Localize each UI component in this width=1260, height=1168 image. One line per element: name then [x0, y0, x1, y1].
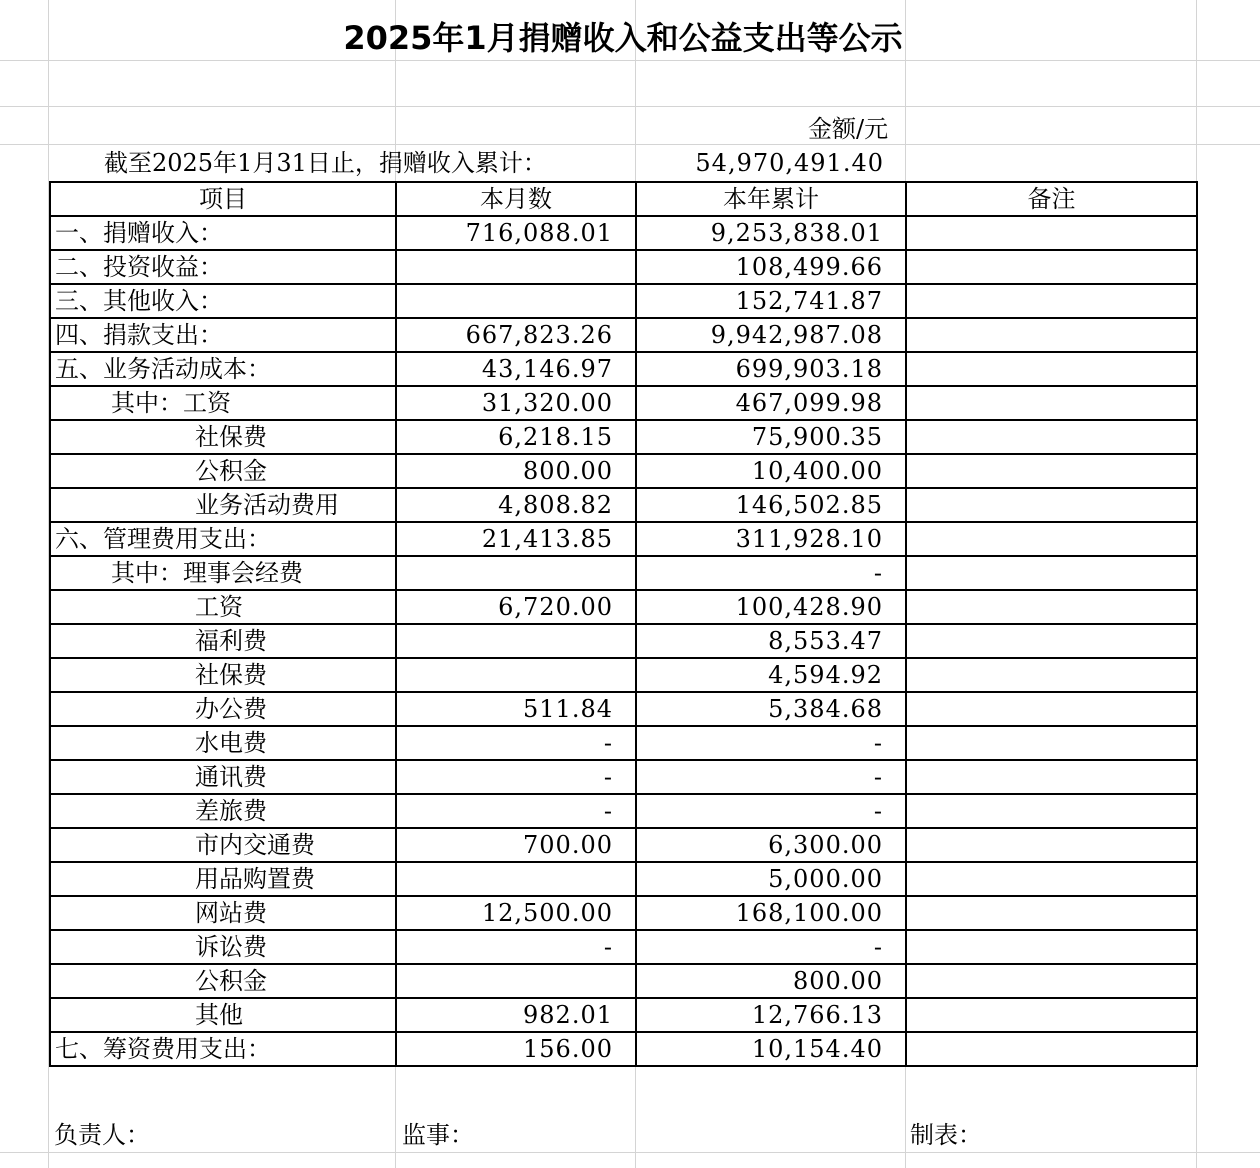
row-note: [906, 828, 1197, 862]
table-row: [50, 454, 1197, 488]
table-row: [50, 1032, 1197, 1066]
row-item: 网站费: [50, 896, 396, 930]
row-month-value: -: [396, 726, 636, 760]
row-month-value: 12,500.00: [396, 896, 636, 930]
row-item: 社保费: [50, 658, 396, 692]
row-month-value: 43,146.97: [396, 352, 636, 386]
header-month: 本月数: [396, 182, 636, 216]
row-ytd-value: 100,428.90: [636, 590, 906, 624]
row-item: 公积金: [50, 964, 396, 998]
table-row: [50, 896, 1197, 930]
row-month-value: 716,088.01: [396, 216, 636, 250]
table-row: [50, 488, 1197, 522]
row-note: [906, 250, 1197, 284]
row-item: 六、管理费用支出：: [50, 522, 396, 556]
row-ytd-value: 5,384.68: [636, 692, 906, 726]
row-note: [906, 522, 1197, 556]
row-ytd-value: 8,553.47: [636, 624, 906, 658]
row-note: [906, 998, 1197, 1032]
table-header-row: [50, 182, 1197, 216]
cumulative-label: 截至2025年1月31日止，捐赠收入累计：: [104, 149, 547, 177]
row-note: [906, 760, 1197, 794]
row-note: [906, 318, 1197, 352]
row-ytd-value: 9,253,838.01: [636, 216, 906, 250]
row-note: [906, 624, 1197, 658]
header-ytd: 本年累计: [636, 182, 906, 216]
row-item: 诉讼费: [50, 930, 396, 964]
row-month-value: [396, 624, 636, 658]
row-note: [906, 488, 1197, 522]
row-month-value: 4,808.82: [396, 488, 636, 522]
row-item: 差旅费: [50, 794, 396, 828]
unit-label: 金额/元: [808, 115, 889, 143]
row-month-value: [396, 658, 636, 692]
row-month-value: 21,413.85: [396, 522, 636, 556]
row-note: [906, 1032, 1197, 1066]
row-item: 其中：工资: [50, 386, 396, 420]
row-note: [906, 420, 1197, 454]
table-row: [50, 964, 1197, 998]
row-note: [906, 692, 1197, 726]
row-month-value: 667,823.26: [396, 318, 636, 352]
table-row: [50, 726, 1197, 760]
row-item: 其中：理事会经费: [50, 556, 396, 590]
row-ytd-value: 699,903.18: [636, 352, 906, 386]
row-note: [906, 964, 1197, 998]
row-ytd-value: 152,741.87: [636, 284, 906, 318]
row-month-value: 511.84: [396, 692, 636, 726]
row-month-value: [396, 862, 636, 896]
row-month-value: 31,320.00: [396, 386, 636, 420]
row-month-value: 6,720.00: [396, 590, 636, 624]
row-ytd-value: 4,594.92: [636, 658, 906, 692]
table-row: [50, 998, 1197, 1032]
table-row: [50, 522, 1197, 556]
table-row: [50, 862, 1197, 896]
row-ytd-value: 75,900.35: [636, 420, 906, 454]
table-row: [50, 386, 1197, 420]
row-item: 福利费: [50, 624, 396, 658]
row-ytd-value: 108,499.66: [636, 250, 906, 284]
header-item: 项目: [50, 182, 396, 216]
row-item: 通讯费: [50, 760, 396, 794]
row-note: [906, 284, 1197, 318]
row-ytd-value: 311,928.10: [636, 522, 906, 556]
row-item: 一、捐赠收入：: [50, 216, 396, 250]
table-row: [50, 216, 1197, 250]
row-ytd-value: 800.00: [636, 964, 906, 998]
row-note: [906, 930, 1197, 964]
row-month-value: [396, 284, 636, 318]
table-row: [50, 692, 1197, 726]
row-ytd-value: 9,942,987.08: [636, 318, 906, 352]
row-ytd-value: -: [636, 760, 906, 794]
row-item: 工资: [50, 590, 396, 624]
row-item: 办公费: [50, 692, 396, 726]
row-month-value: 700.00: [396, 828, 636, 862]
row-note: [906, 216, 1197, 250]
row-ytd-value: 146,502.85: [636, 488, 906, 522]
row-note: [906, 726, 1197, 760]
row-note: [906, 590, 1197, 624]
row-item: 其他: [50, 998, 396, 1032]
row-month-value: [396, 250, 636, 284]
row-note: [906, 658, 1197, 692]
row-ytd-value: -: [636, 794, 906, 828]
row-month-value: 982.01: [396, 998, 636, 1032]
table-row: [50, 930, 1197, 964]
row-month-value: -: [396, 760, 636, 794]
row-note: [906, 556, 1197, 590]
row-ytd-value: -: [636, 726, 906, 760]
page-title: 2025年1月捐赠收入和公益支出等公示: [343, 19, 903, 57]
row-ytd-value: -: [636, 930, 906, 964]
cumulative-value: 54,970,491.40: [695, 149, 884, 177]
table-row: [50, 250, 1197, 284]
row-ytd-value: 6,300.00: [636, 828, 906, 862]
row-month-value: 6,218.15: [396, 420, 636, 454]
table-row: [50, 794, 1197, 828]
disclosure-table: [49, 181, 1198, 1067]
row-ytd-value: 467,099.98: [636, 386, 906, 420]
row-item: 社保费: [50, 420, 396, 454]
header-note: 备注: [906, 182, 1197, 216]
row-item: 四、捐款支出：: [50, 318, 396, 352]
row-item: 业务活动费用: [50, 488, 396, 522]
row-ytd-value: 12,766.13: [636, 998, 906, 1032]
row-ytd-value: -: [636, 556, 906, 590]
table-row: [50, 658, 1197, 692]
row-note: [906, 862, 1197, 896]
row-ytd-value: 10,154.40: [636, 1032, 906, 1066]
row-note: [906, 896, 1197, 930]
row-month-value: 800.00: [396, 454, 636, 488]
row-item: 水电费: [50, 726, 396, 760]
row-note: [906, 794, 1197, 828]
row-note: [906, 454, 1197, 488]
table-row: [50, 590, 1197, 624]
row-month-value: -: [396, 930, 636, 964]
footer-supervisor: 监事：: [402, 1121, 474, 1149]
table-row: [50, 760, 1197, 794]
row-ytd-value: 5,000.00: [636, 862, 906, 896]
row-item: 公积金: [50, 454, 396, 488]
footer-responsible: 负责人：: [54, 1121, 150, 1149]
row-ytd-value: 168,100.00: [636, 896, 906, 930]
row-month-value: [396, 556, 636, 590]
row-month-value: 156.00: [396, 1032, 636, 1066]
table-row: [50, 352, 1197, 386]
row-item: 用品购置费: [50, 862, 396, 896]
table-row: [50, 318, 1197, 352]
row-month-value: [396, 964, 636, 998]
table-row: [50, 420, 1197, 454]
row-item: 七、筹资费用支出：: [50, 1032, 396, 1066]
row-note: [906, 386, 1197, 420]
row-item: 二、投资收益：: [50, 250, 396, 284]
row-ytd-value: 10,400.00: [636, 454, 906, 488]
row-item: 三、其他收入：: [50, 284, 396, 318]
table-row: [50, 624, 1197, 658]
table-row: [50, 556, 1197, 590]
row-month-value: -: [396, 794, 636, 828]
footer-preparer: 制表：: [910, 1121, 982, 1149]
row-item: 市内交通费: [50, 828, 396, 862]
table-row: [50, 284, 1197, 318]
row-note: [906, 352, 1197, 386]
table-row: [50, 828, 1197, 862]
row-item: 五、业务活动成本：: [50, 352, 396, 386]
